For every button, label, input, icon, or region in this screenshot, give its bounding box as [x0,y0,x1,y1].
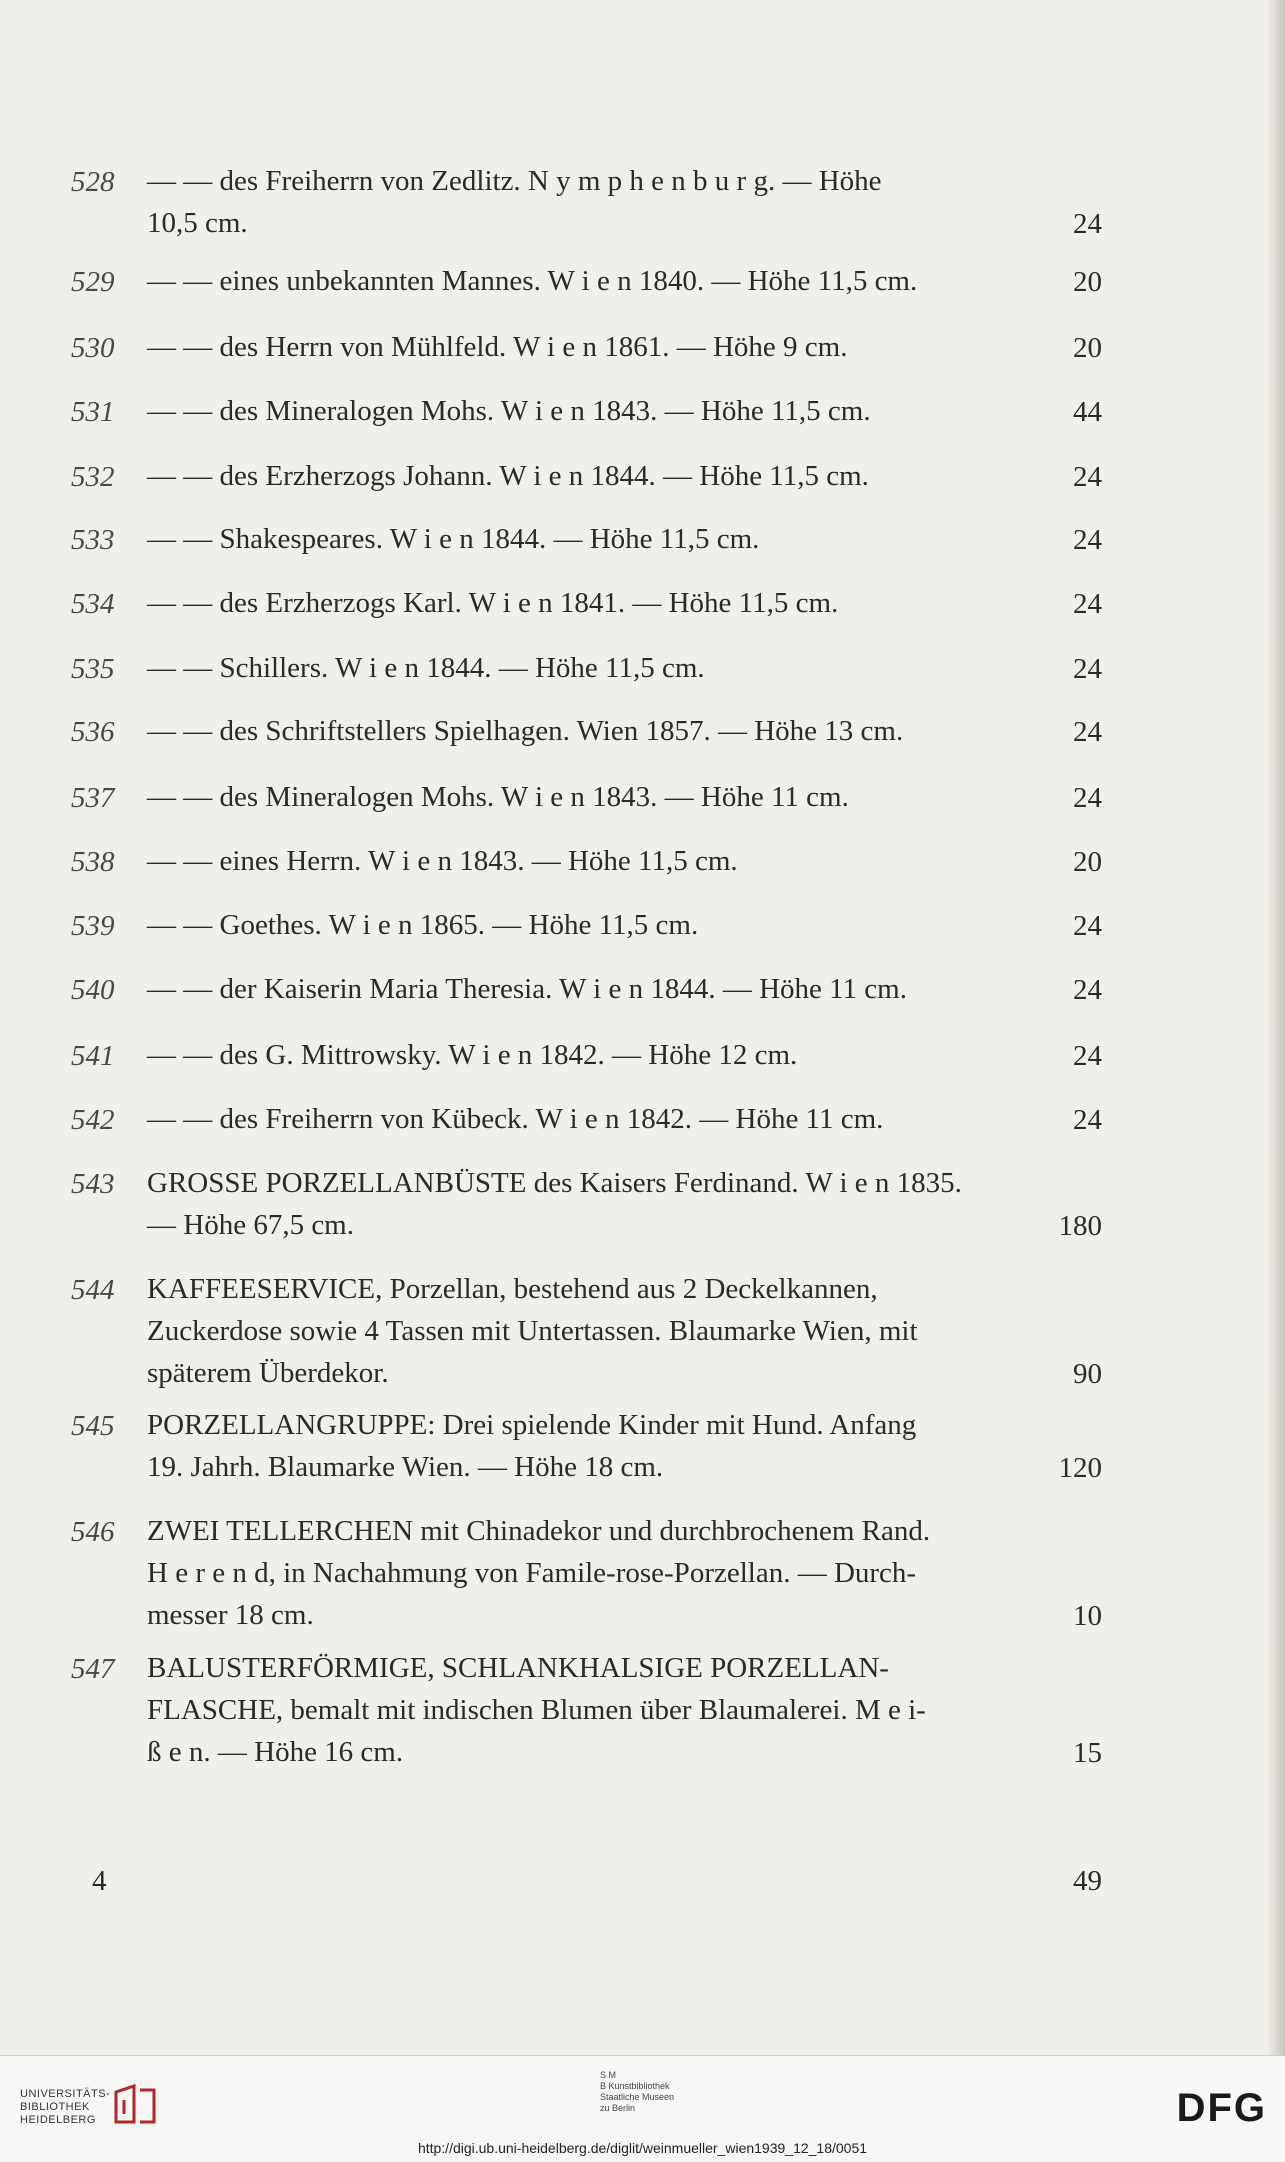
description-line: — — des Erzherzogs Karl. W i e n 1841. — Höhe 11,5 cm. [147,587,839,619]
lot-number: 535 [71,653,115,685]
provider-line-3: Staatliche Museen [600,2092,675,2102]
page-number: 49 [1073,1865,1102,1897]
lot-price: 24 [1073,524,1102,556]
lot-price: 20 [1073,332,1102,364]
lot-price: 180 [1058,1210,1102,1242]
lot-price: 24 [1073,782,1102,814]
heidelberg-logo-icon[interactable] [112,2082,158,2126]
page-edge-shadow [1267,0,1285,2055]
lot-price: 24 [1073,910,1102,942]
description-line: 10,5 cm. [147,207,248,239]
description-line: Zuckerdose sowie 4 Tassen mit Untertassen. Blaumarke Wien, mit [147,1315,918,1347]
description-line: — — des Erzherzogs Johann. W i e n 1844. — Höhe 11,5 cm. [147,460,869,492]
description-line: 19. Jahrh. Blaumarke Wien. — Höhe 18 cm. [147,1451,664,1483]
lot-number: 539 [71,910,115,942]
lot-number: 546 [71,1516,115,1548]
lot-price: 120 [1058,1452,1102,1484]
description-line: — — eines unbekannten Mannes. W i e n 1840. — Höhe 11,5 cm. [147,265,918,297]
description-line: — — des Freiherrn von Zedlitz. N y m p h e n b u r g. — Höhe [147,165,882,197]
description-line: BALUSTERFÖRMIGE, SCHLANKHALSIGE PORZELLAN- [147,1652,889,1684]
lot-price: 24 [1073,588,1102,620]
lot-number: 530 [71,332,115,364]
lot-description [147,1268,1102,1394]
description-line: — — des Schriftstellers Spielhagen. Wien 1857. — Höhe 13 cm. [147,715,904,747]
dfg-logo[interactable]: DFG [1176,2086,1267,2130]
lot-price: 90 [1073,1358,1102,1390]
uni-line-1: UNIVERSITÄTS- [20,2088,111,2100]
lot-description [147,1162,1102,1246]
lot-number: 533 [71,524,115,556]
lot-description [147,390,1102,432]
description-line: ß e n. — Höhe 16 cm. [147,1736,404,1768]
description-line: — — Goethes. W i e n 1865. — Höhe 11,5 cm. [147,909,699,941]
lot-number: 529 [71,266,115,298]
description-line: — — des Herrn von Mühlfeld. W i e n 1861. — Höhe 9 cm. [147,331,848,363]
signature-mark: 4 [92,1865,107,1897]
description-line: — — Schillers. W i e n 1844. — Höhe 11,5 cm. [147,652,705,684]
description-line: GROSSE PORZELLANBÜSTE des Kaisers Ferdinand. W i e n 1835. [147,1167,962,1199]
description-line: H e r e n d, in Nachahmung von Famile-rose-Porzellan. — Durch- [147,1557,917,1589]
lot-description [147,1404,1102,1488]
description-line: PORZELLANGRUPPE: Drei spielende Kinder mit Hund. Anfang [147,1409,917,1441]
lot-description [147,904,1102,946]
provider-line-2: B Kunstbibliothek [600,2081,670,2091]
lot-number: 534 [71,588,115,620]
provider-label [600,2070,674,2114]
description-line: ZWEI TELLERCHEN mit Chinadekor und durchbrochenem Rand. [147,1515,931,1547]
uni-line-2: BIBLIOTHEK [20,2101,90,2113]
description-line: — — der Kaiserin Maria Theresia. W i e n 1844. — Höhe 11 cm. [147,973,907,1005]
lot-number: 545 [71,1410,115,1442]
lot-number: 537 [71,782,115,814]
lot-number: 544 [71,1274,115,1306]
lot-description [147,1510,1102,1636]
provider-line-4: zu Berlin [600,2103,636,2113]
lot-description [147,326,1102,368]
lot-number: 547 [71,1653,115,1685]
lot-description [147,455,1102,497]
lot-description [147,840,1102,882]
description-line: — — eines Herrn. W i e n 1843. — Höhe 11,5 cm. [147,845,738,877]
lot-number: 536 [71,716,115,748]
lot-price: 24 [1073,208,1102,240]
description-line: — — des Mineralogen Mohs. W i e n 1843. — Höhe 11,5 cm. [147,395,871,427]
lot-description [147,1647,1102,1773]
lot-description [147,160,1102,244]
uni-line-3: HEIDELBERG [20,2114,96,2126]
lot-price: 44 [1073,396,1102,428]
lot-price: 24 [1073,1104,1102,1136]
lot-description [147,1034,1102,1076]
description-line: KAFFEESERVICE, Porzellan, bestehend aus 2 Deckelkannen, [147,1273,878,1305]
permalink-url[interactable]: http://digi.ub.uni-heidelberg.de/diglit/weinmueller_wien1939_12_18/0051 [417,2140,868,2156]
lot-description [147,710,1102,752]
lot-price: 24 [1073,1040,1102,1072]
description-line: — — des Mineralogen Mohs. W i e n 1843. — Höhe 11 cm. [147,781,849,813]
provider-line-1: S M [600,2070,617,2080]
lot-price: 15 [1073,1737,1102,1769]
lot-number: 538 [71,846,115,878]
lot-description [147,260,1102,302]
description-line: — — des Freiherrn von Kübeck. W i e n 1842. — Höhe 11 cm. [147,1103,884,1135]
lot-number: 531 [71,396,115,428]
lot-price: 24 [1073,974,1102,1006]
description-line: — Höhe 67,5 cm. [147,1209,354,1241]
description-line: — — Shakespeares. W i e n 1844. — Höhe 11,5 cm. [147,523,760,555]
lot-number: 532 [71,461,115,493]
lot-number: 542 [71,1104,115,1136]
lot-price: 24 [1073,653,1102,685]
lot-number: 528 [71,166,115,198]
lot-description [147,647,1102,689]
lot-price: 20 [1073,846,1102,878]
lot-description [147,518,1102,560]
lot-description [147,582,1102,624]
lot-number: 540 [71,974,115,1006]
lot-description [147,776,1102,818]
lot-number: 543 [71,1168,115,1200]
description-line: messer 18 cm. [147,1599,314,1631]
description-line: — — des G. Mittrowsky. W i e n 1842. — Höhe 12 cm. [147,1039,798,1071]
lot-description [147,1098,1102,1140]
lot-price: 20 [1073,266,1102,298]
description-line: späterem Überdekor. [147,1357,389,1389]
lot-price: 24 [1073,461,1102,493]
lot-number: 541 [71,1040,115,1072]
description-line: FLASCHE, bemalt mit indischen Blumen über Blaumalerei. M e i- [147,1694,926,1726]
lot-description [147,968,1102,1010]
lot-price: 10 [1073,1600,1102,1632]
lot-price: 24 [1073,716,1102,748]
university-library-label[interactable] [20,2088,110,2127]
